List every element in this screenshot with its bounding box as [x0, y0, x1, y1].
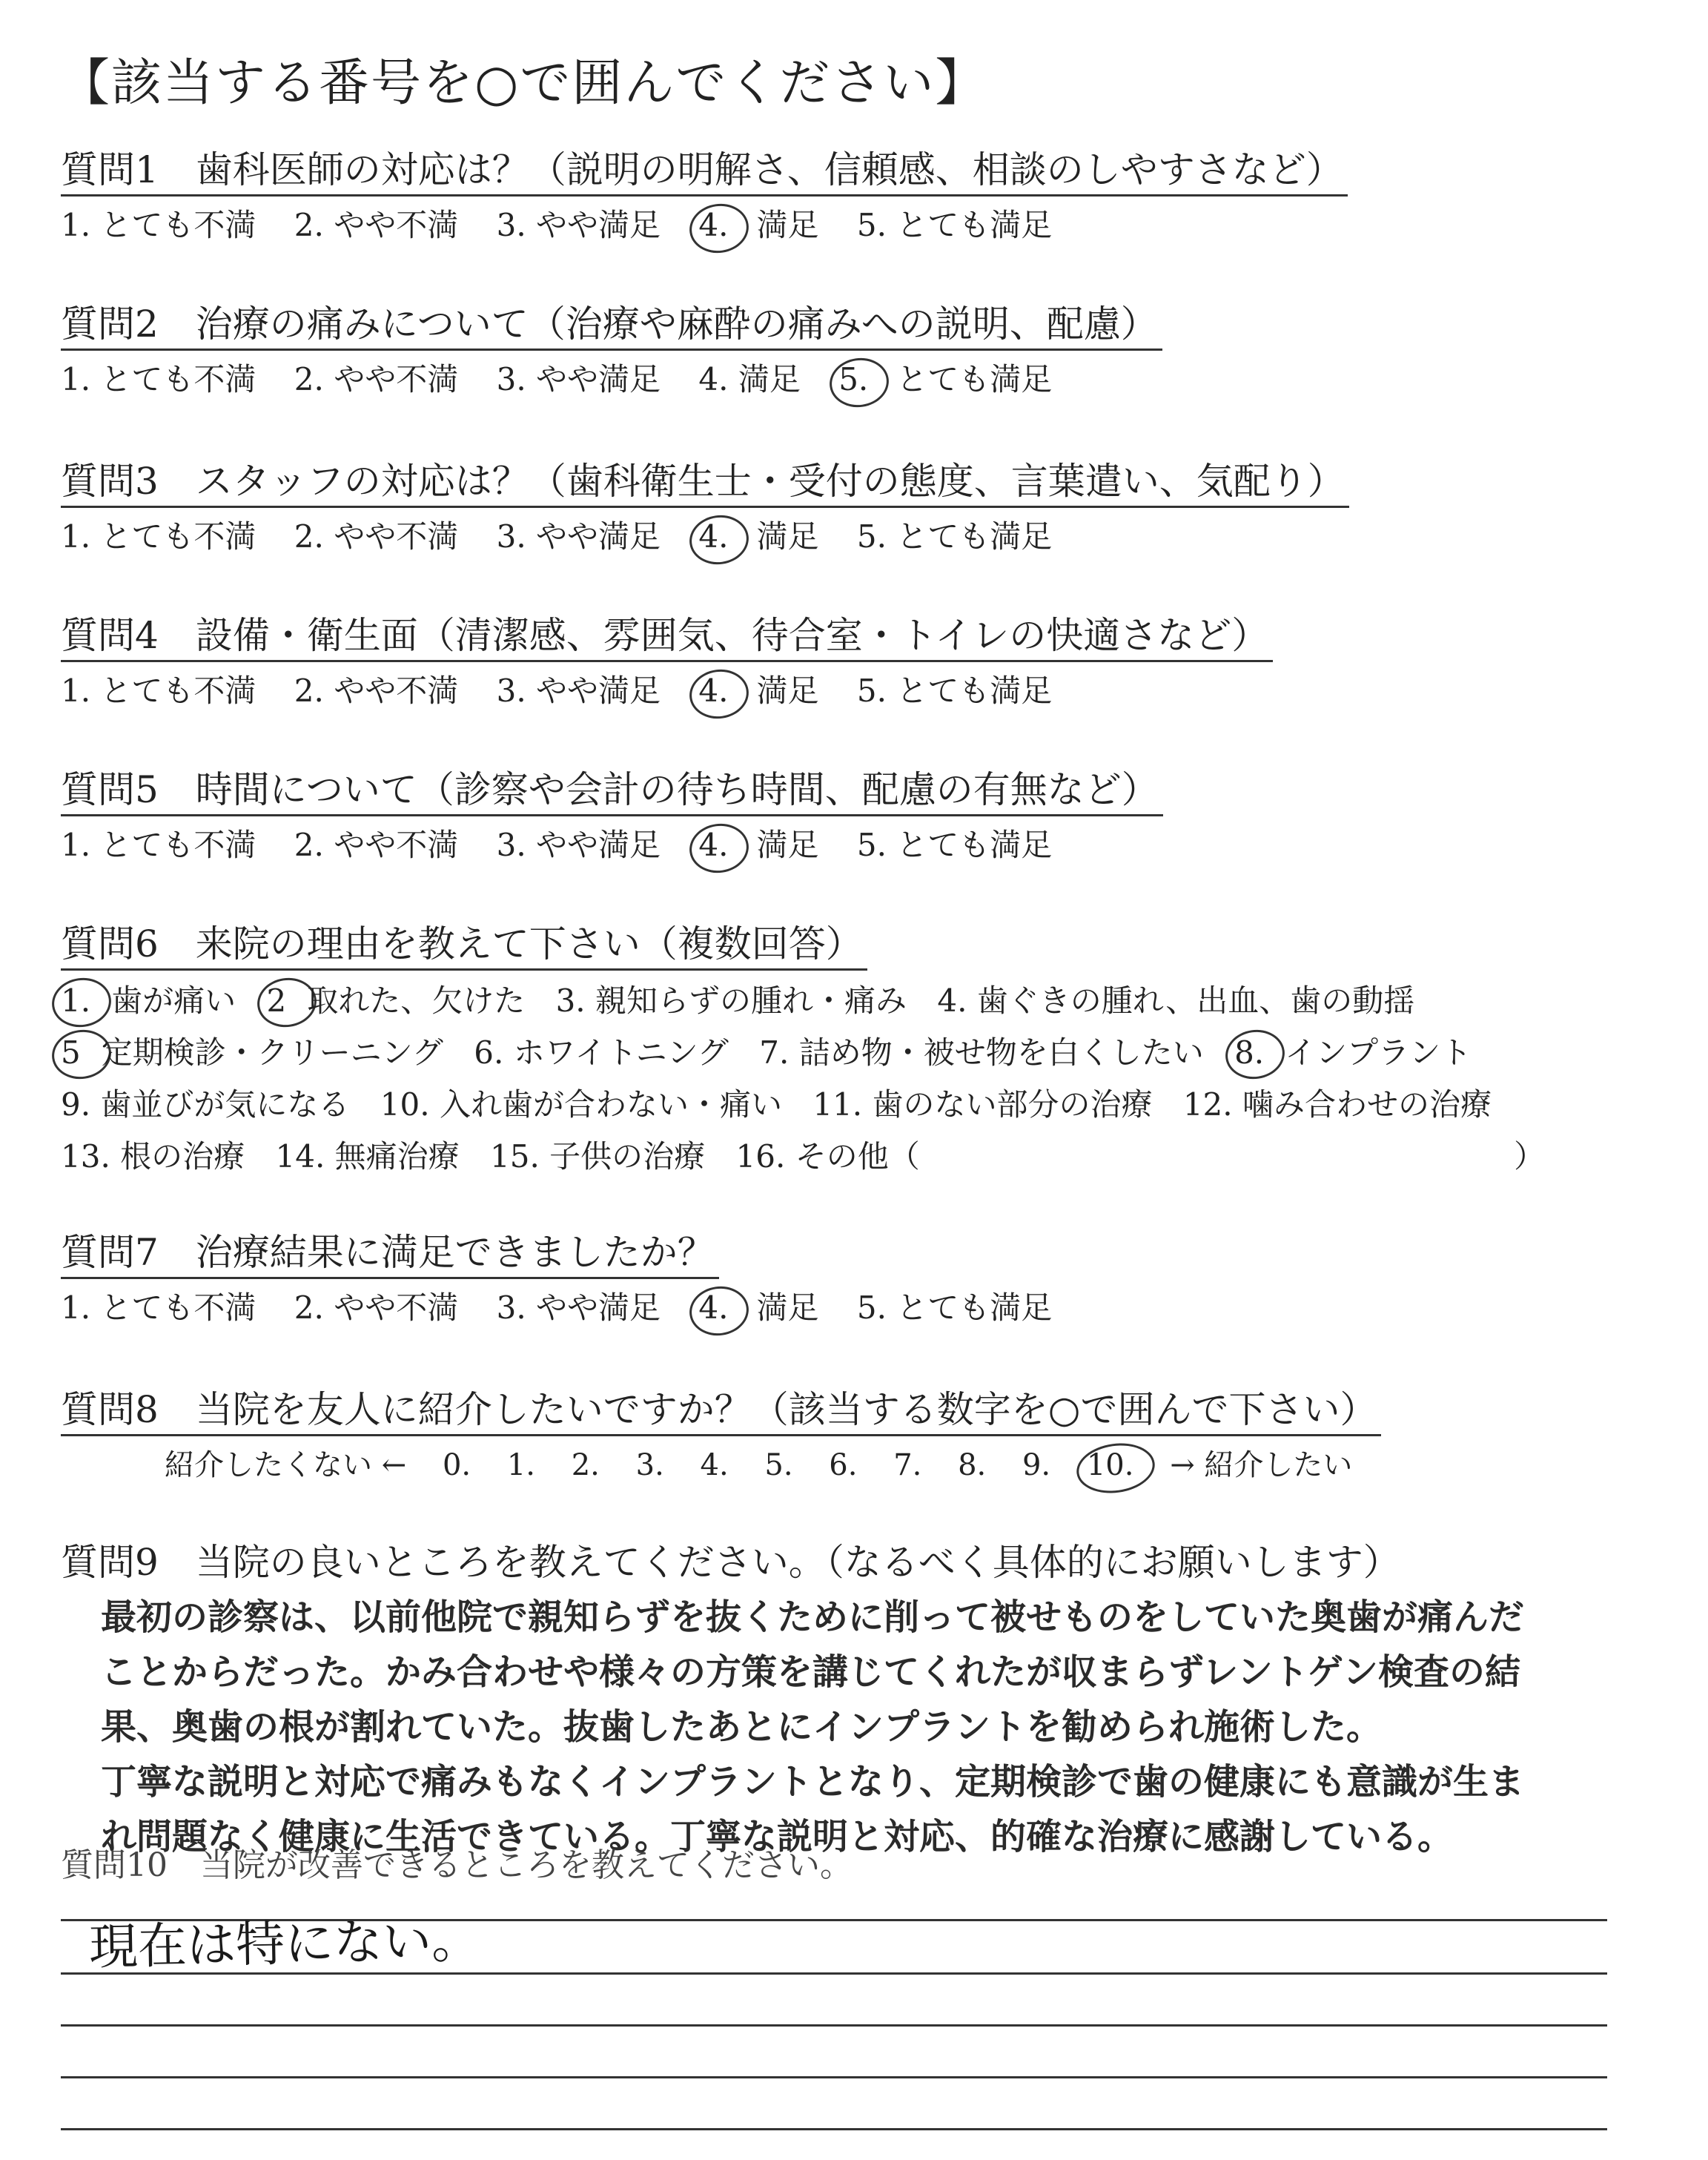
question-9-heading: 質問9 当院の良いところを教えてください。（なるべく具体的にお願いします） — [61, 1541, 1400, 1584]
option-3[interactable]: 3. やや満足 — [496, 673, 661, 709]
question-2-options — [61, 355, 1162, 404]
option-12[interactable]: 12. 噛み合わせの治療 — [1182, 1086, 1492, 1123]
option-3[interactable]: 3. やや満足 — [496, 207, 661, 243]
scale-6[interactable]: 6. — [829, 1448, 858, 1482]
option-5[interactable]: 5. とても満足 — [856, 207, 1053, 243]
question-9 — [61, 1538, 1405, 1587]
scale-2[interactable]: 2. — [571, 1448, 600, 1482]
option-8-circled[interactable]: 8. — [1234, 1027, 1264, 1079]
answer-line-rule-3 — [61, 2024, 1607, 2027]
option-11[interactable]: 11. 歯のない部分の治療 — [812, 1086, 1153, 1123]
question-4-options — [61, 667, 1273, 716]
scale-4[interactable]: 4. — [700, 1448, 729, 1482]
question-3-heading: 質問3 スタッフの対応は？（歯科衛生士・受付の態度、言葉遣い、気配り） — [61, 457, 1349, 508]
scale-0[interactable]: 0. — [442, 1448, 471, 1482]
scale-7[interactable]: 7. — [893, 1448, 922, 1482]
question-10-answer[interactable]: 現在は特にない。 — [88, 1912, 481, 1976]
option-2[interactable]: 2. やや不満 — [294, 1289, 459, 1326]
option-5[interactable]: 5. とても満足 — [856, 827, 1053, 863]
scale-1[interactable]: 1. — [506, 1448, 536, 1482]
option-4-circled[interactable]: 4. — [698, 201, 728, 250]
scale-left-label: 紹介したくない ← — [165, 1448, 407, 1482]
question-4 — [61, 611, 1273, 716]
question-2 — [61, 300, 1162, 404]
option-15[interactable]: 15. 子供の治療 — [490, 1138, 706, 1175]
question-1 — [61, 145, 1348, 250]
option-2[interactable]: 2. やや不満 — [294, 673, 459, 709]
option-2[interactable]: 2. やや不満 — [294, 518, 459, 555]
answer-line-5: れ問題なく健康に生活できている。丁寧な説明と対応、的確な治療に感謝している。 — [101, 1816, 1454, 1857]
option-4-circled[interactable]: 4. — [698, 821, 728, 870]
option-2-label: 取れた、欠けた — [307, 982, 526, 1019]
question-8 — [61, 1385, 1381, 1490]
question-6-options — [61, 975, 1566, 1183]
question-8-scale — [61, 1441, 1381, 1490]
option-1[interactable]: 1. とても不満 — [61, 1289, 256, 1326]
option-5[interactable]: 5. とても満足 — [856, 1289, 1053, 1326]
option-3[interactable]: 3. やや満足 — [496, 518, 661, 555]
scale-10-circled[interactable]: 10. — [1087, 1441, 1134, 1490]
option-1[interactable]: 1. とても不満 — [61, 518, 256, 555]
option-1[interactable]: 1. とても不満 — [61, 827, 256, 863]
option-4-label: 満足 — [756, 207, 819, 243]
option-1-circled[interactable]: 1. — [61, 975, 90, 1027]
question-7-heading: 質問7 治療結果に満足できましたか？ — [61, 1228, 719, 1279]
option-4[interactable]: 4. 満足 — [698, 361, 801, 397]
option-1[interactable]: 1. とても不満 — [61, 361, 256, 397]
option-4-circled[interactable]: 4. — [698, 667, 728, 716]
question-7-options — [61, 1284, 1080, 1332]
question-6 — [61, 919, 1566, 1183]
option-5-circled[interactable]: 5 — [61, 1027, 81, 1079]
question-5-heading: 質問5 時間について（診察や会計の待ち時間、配慮の有無など） — [61, 765, 1163, 816]
options-row-3 — [61, 1079, 1566, 1131]
scale-3[interactable]: 3. — [635, 1448, 664, 1482]
option-4-label: 満足 — [756, 673, 819, 709]
option-5-label: とても満足 — [896, 361, 1053, 397]
option-3[interactable]: 3. やや満足 — [496, 1289, 661, 1326]
option-4-label: 満足 — [756, 1289, 819, 1326]
option-5[interactable]: 5. とても満足 — [856, 518, 1053, 555]
option-1[interactable]: 1. とても不満 — [61, 207, 256, 243]
option-16-close: ） — [1514, 1138, 1546, 1175]
option-5[interactable]: 5. とても満足 — [856, 673, 1053, 709]
question-1-options — [61, 201, 1348, 250]
question-10-heading: 質問10 当院が改善できるところを教えてください。 — [61, 1846, 853, 1884]
answer-line-2: ことからだった。かみ合わせや様々の方策を講じてくれたが収まらずレントゲン検査の結 — [101, 1651, 1520, 1693]
scale-right-label: → 紹介したい — [1170, 1448, 1353, 1482]
answer-line-rule-4 — [61, 2076, 1607, 2078]
option-2-circled[interactable]: 2 — [266, 975, 286, 1027]
option-14[interactable]: 14. 無痛治療 — [275, 1138, 460, 1175]
answer-line-3: 果、奥歯の根が割れていた。抜歯したあとにインプラントを勧められ施術した。 — [101, 1706, 1383, 1748]
option-5-label: 定期検診・クリーニング — [101, 1034, 443, 1071]
question-1-heading: 質問1 歯科医師の対応は？（説明の明解さ、信頼感、相談のしやすさなど） — [61, 145, 1348, 196]
scale-5[interactable]: 5. — [764, 1448, 793, 1482]
option-13[interactable]: 13. 根の治療 — [61, 1138, 245, 1175]
option-7[interactable]: 7. 詰め物・被せ物を白くしたい — [759, 1034, 1204, 1071]
question-3 — [61, 457, 1349, 561]
question-8-heading: 質問8 当院を友人に紹介したいですか？（該当する数字を○で囲んで下さい） — [61, 1385, 1381, 1436]
options-row-2 — [61, 1027, 1566, 1079]
option-6[interactable]: 6. ホワイトニング — [474, 1034, 729, 1071]
option-2[interactable]: 2. やや不満 — [294, 207, 459, 243]
option-9[interactable]: 9. 歯並びが気になる — [61, 1086, 350, 1123]
answer-line-rule-5 — [61, 2128, 1607, 2130]
answer-line-rule-2 — [61, 1972, 1607, 1975]
option-2[interactable]: 2. やや不満 — [294, 361, 459, 397]
option-5-circled[interactable]: 5. — [838, 355, 868, 404]
option-4-label: 満足 — [756, 518, 819, 555]
option-16[interactable]: 16. その他（ — [735, 1138, 920, 1175]
question-9-answer[interactable] — [101, 1590, 1628, 1864]
question-5-options — [61, 821, 1163, 870]
option-10[interactable]: 10. 入れ歯が合わない・痛い — [380, 1086, 782, 1123]
question-6-heading: 質問6 来院の理由を教えて下さい（複数回答） — [61, 919, 867, 971]
answer-line-4: 丁寧な説明と対応で痛みもなくインプラントとなり、定期検診で歯の健康にも意識が生ま — [101, 1761, 1525, 1803]
option-4-label: 満足 — [756, 827, 819, 863]
question-2-heading: 質問2 治療の痛みについて（治療や麻酔の痛みへの説明、配慮） — [61, 300, 1162, 351]
scale-8[interactable]: 8. — [958, 1448, 987, 1482]
options-row-4 — [61, 1131, 1566, 1183]
option-2[interactable]: 2. やや不満 — [294, 827, 459, 863]
scale-9[interactable]: 9. — [1022, 1448, 1051, 1482]
option-8-label: インプラント — [1285, 1034, 1472, 1071]
option-3[interactable]: 3. やや満足 — [496, 827, 661, 863]
option-3[interactable]: 3. やや満足 — [496, 361, 661, 397]
option-4-circled[interactable]: 4. — [698, 1284, 728, 1332]
option-1[interactable]: 1. とても不満 — [61, 673, 256, 709]
option-3[interactable]: 3. 親知らずの腫れ・痛み — [555, 982, 907, 1019]
option-4-circled[interactable]: 4. — [698, 512, 728, 561]
question-7 — [61, 1228, 1080, 1332]
options-row-1 — [61, 975, 1566, 1027]
question-5 — [61, 765, 1163, 870]
answer-line-1: 最初の診察は、以前他院で親知らずを抜くために削って被せものをしていた奥歯が痛んだ — [101, 1596, 1525, 1638]
option-1-label: 歯が痛い — [111, 982, 236, 1019]
option-4[interactable]: 4. 歯ぐきの腫れ、出血、歯の動揺 — [937, 982, 1415, 1019]
question-4-heading: 質問4 設備・衛生面（清潔感、雰囲気、待合室・トイレの快適さなど） — [61, 611, 1273, 662]
question-3-options — [61, 512, 1349, 561]
form-title: 【該当する番号を○で囲んでください】 — [59, 54, 987, 113]
